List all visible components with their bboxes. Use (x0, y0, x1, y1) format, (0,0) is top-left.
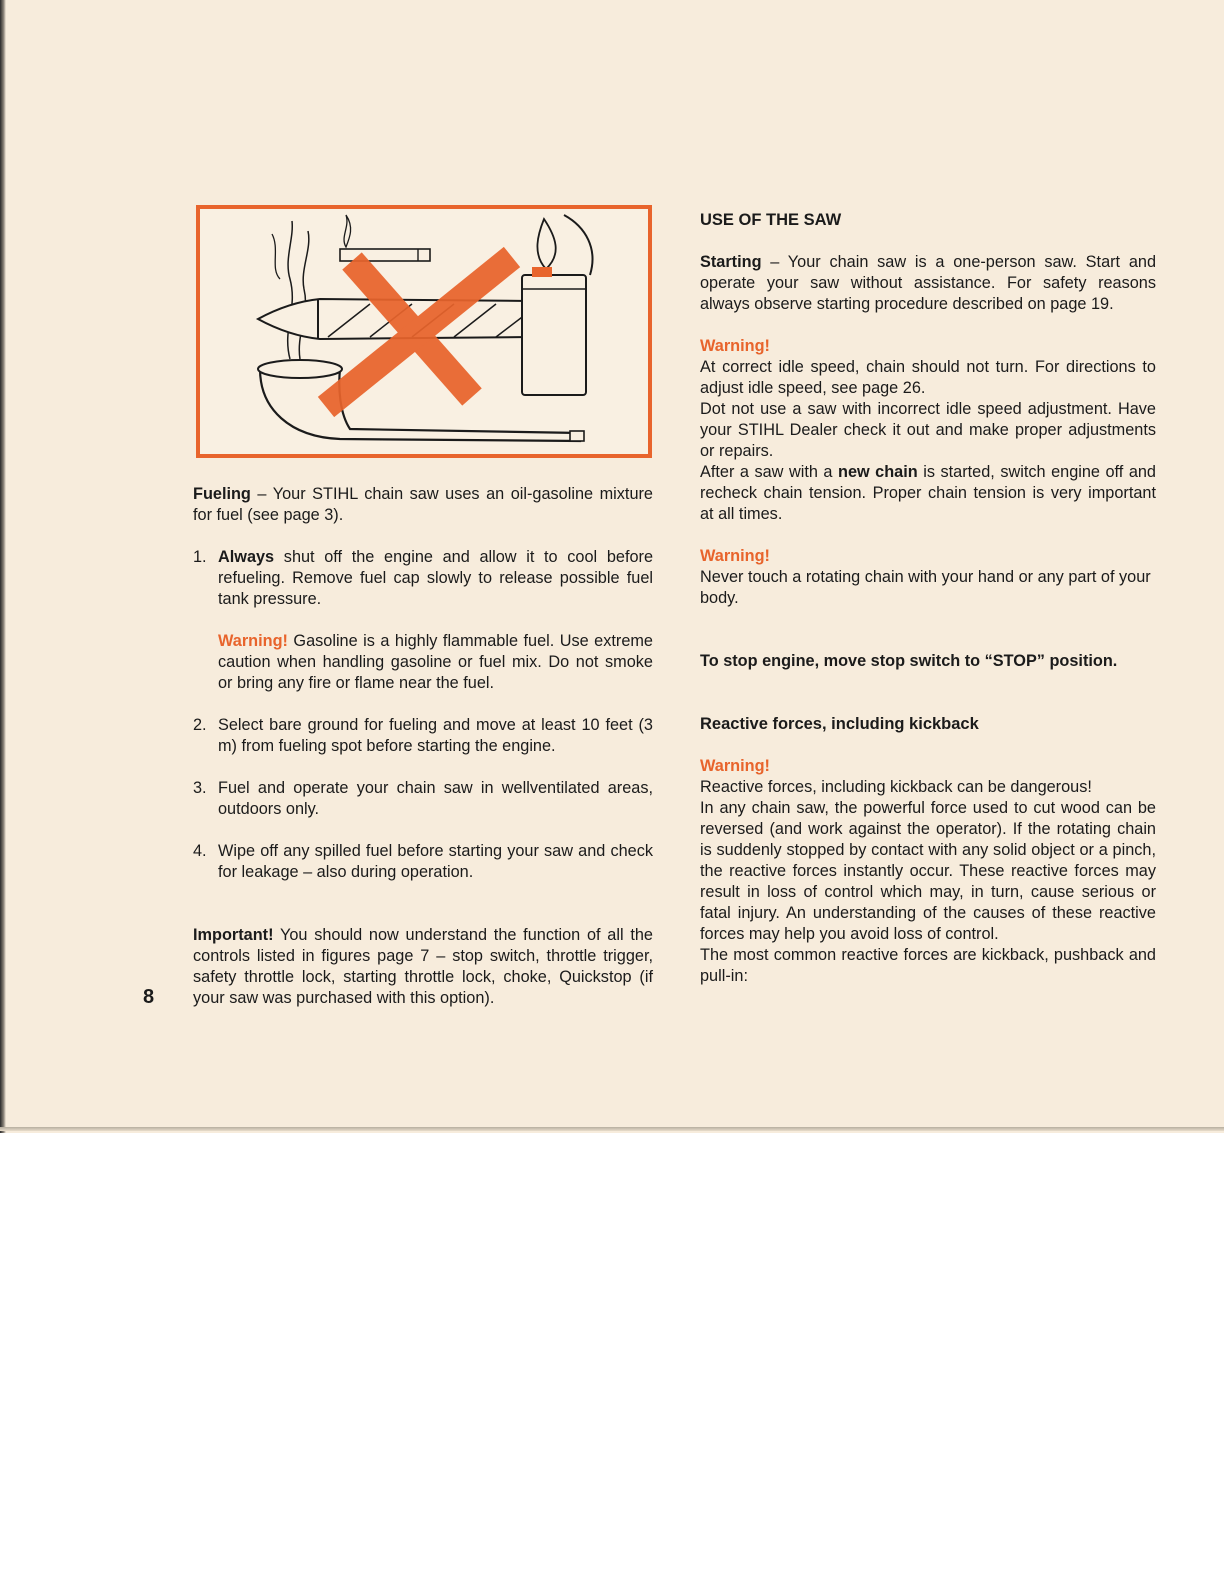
starting-label: Starting (700, 253, 762, 271)
no-smoking-no-flame-illustration (196, 205, 652, 458)
fueling-title: Fueling (193, 485, 251, 503)
section-heading: USE OF THE SAW (700, 211, 842, 229)
list-item: 4. Wipe off any spilled fuel before starting your saw and check for leakage – also during operation. (193, 842, 653, 881)
smoke-wisp-icon (299, 231, 309, 359)
warning-label: Warning! (700, 757, 770, 775)
reactive-forces-paragraph: In any chain saw, the powerful force used to cut wood can be reversed (and work against the operator). If the rotating chain is suddenly stopped by contact with any solid object or a pinch, the reactive forces instantly occur. These reactive forces may result in loss of control which may, in turn, cause serious or fatal injury. An understanding of the causes of these reactive forces may help you avoid loss of control. (700, 799, 1156, 943)
idle-adjustment-paragraph: Dot not use a saw with incorrect idle speed adjustment. Have your STIHL Dealer check it out and make proper adjustments or repairs. (700, 400, 1156, 460)
fueling-intro-text: Your STIHL chain saw uses an oil-gasoline mixture for fuel (see page 3). (193, 485, 653, 524)
fueling-warning: Warning! Gasoline is a highly flammable fuel. Use extreme caution when handling gasoline or fuel mix. Do not smoke or bring any fire or flame near the fuel. (218, 632, 653, 692)
use-of-saw-section (700, 210, 1156, 987)
warning-label: Warning! (700, 547, 770, 565)
fueling-section (193, 484, 653, 1009)
list-item: 2. Select bare ground for fueling and move at least 10 feet (3 m) from fueling spot before starting the engine. (193, 716, 653, 755)
page-left-edge-shadow (0, 0, 6, 1133)
lighter-icon (522, 215, 592, 395)
new-chain-paragraph: After a saw with a new chain is started, switch engine off and recheck chain tension. Proper chain tension is very important at all times. (700, 463, 1156, 523)
warning-label: Warning! (700, 337, 770, 355)
warning-label: Warning! (218, 632, 288, 650)
smoke-wisp-icon (272, 234, 280, 279)
important-note: Important! You should now understand the function of all the controls listed in figures page 7 – stop switch, throttle trigger, safety throttle lock, starting throttle lock, choke, Quickstop (if your saw was purchased with this option). (193, 926, 653, 1007)
starting-paragraph: Starting – Your chain saw is a one-person saw. Start and operate your saw without assistance. For safety reasons always observe starting procedure described on page 19. (700, 253, 1156, 313)
page-number: 8 (143, 986, 155, 1008)
list-item: 3. Fuel and operate your chain saw in wellventilated areas, outdoors only. (193, 779, 653, 818)
fueling-intro: Fueling – Your STIHL chain saw uses an oil-gasoline mixture for fuel (see page 3). (193, 485, 653, 524)
cigarette-icon (340, 215, 430, 261)
idle-speed-paragraph: At correct idle speed, chain should not turn. For directions to adjust idle speed, see page 26. (700, 358, 1156, 397)
smoke-wisp-icon (288, 221, 293, 359)
reactive-forces-closing: The most common reactive forces are kickback, pushback and pull-in: (700, 946, 1156, 985)
list-item: 1. Always shut off the engine and allow it to cool before refueling. Remove fuel cap slowly to release possible fuel tank pressure. (193, 548, 653, 608)
fueling-steps-list (193, 547, 653, 883)
important-label: Important! (193, 926, 274, 944)
reactive-forces-heading: Reactive forces, including kickback (700, 715, 979, 733)
reactive-forces-warning: Reactive forces, including kickback can be dangerous! (700, 778, 1092, 796)
rotating-chain-warning: Never touch a rotating chain with your hand or any part of your body. (700, 568, 1151, 607)
page-bottom-edge (0, 1127, 1224, 1131)
stop-engine-instruction: To stop engine, move stop switch to “STOP” position. (700, 652, 1118, 670)
